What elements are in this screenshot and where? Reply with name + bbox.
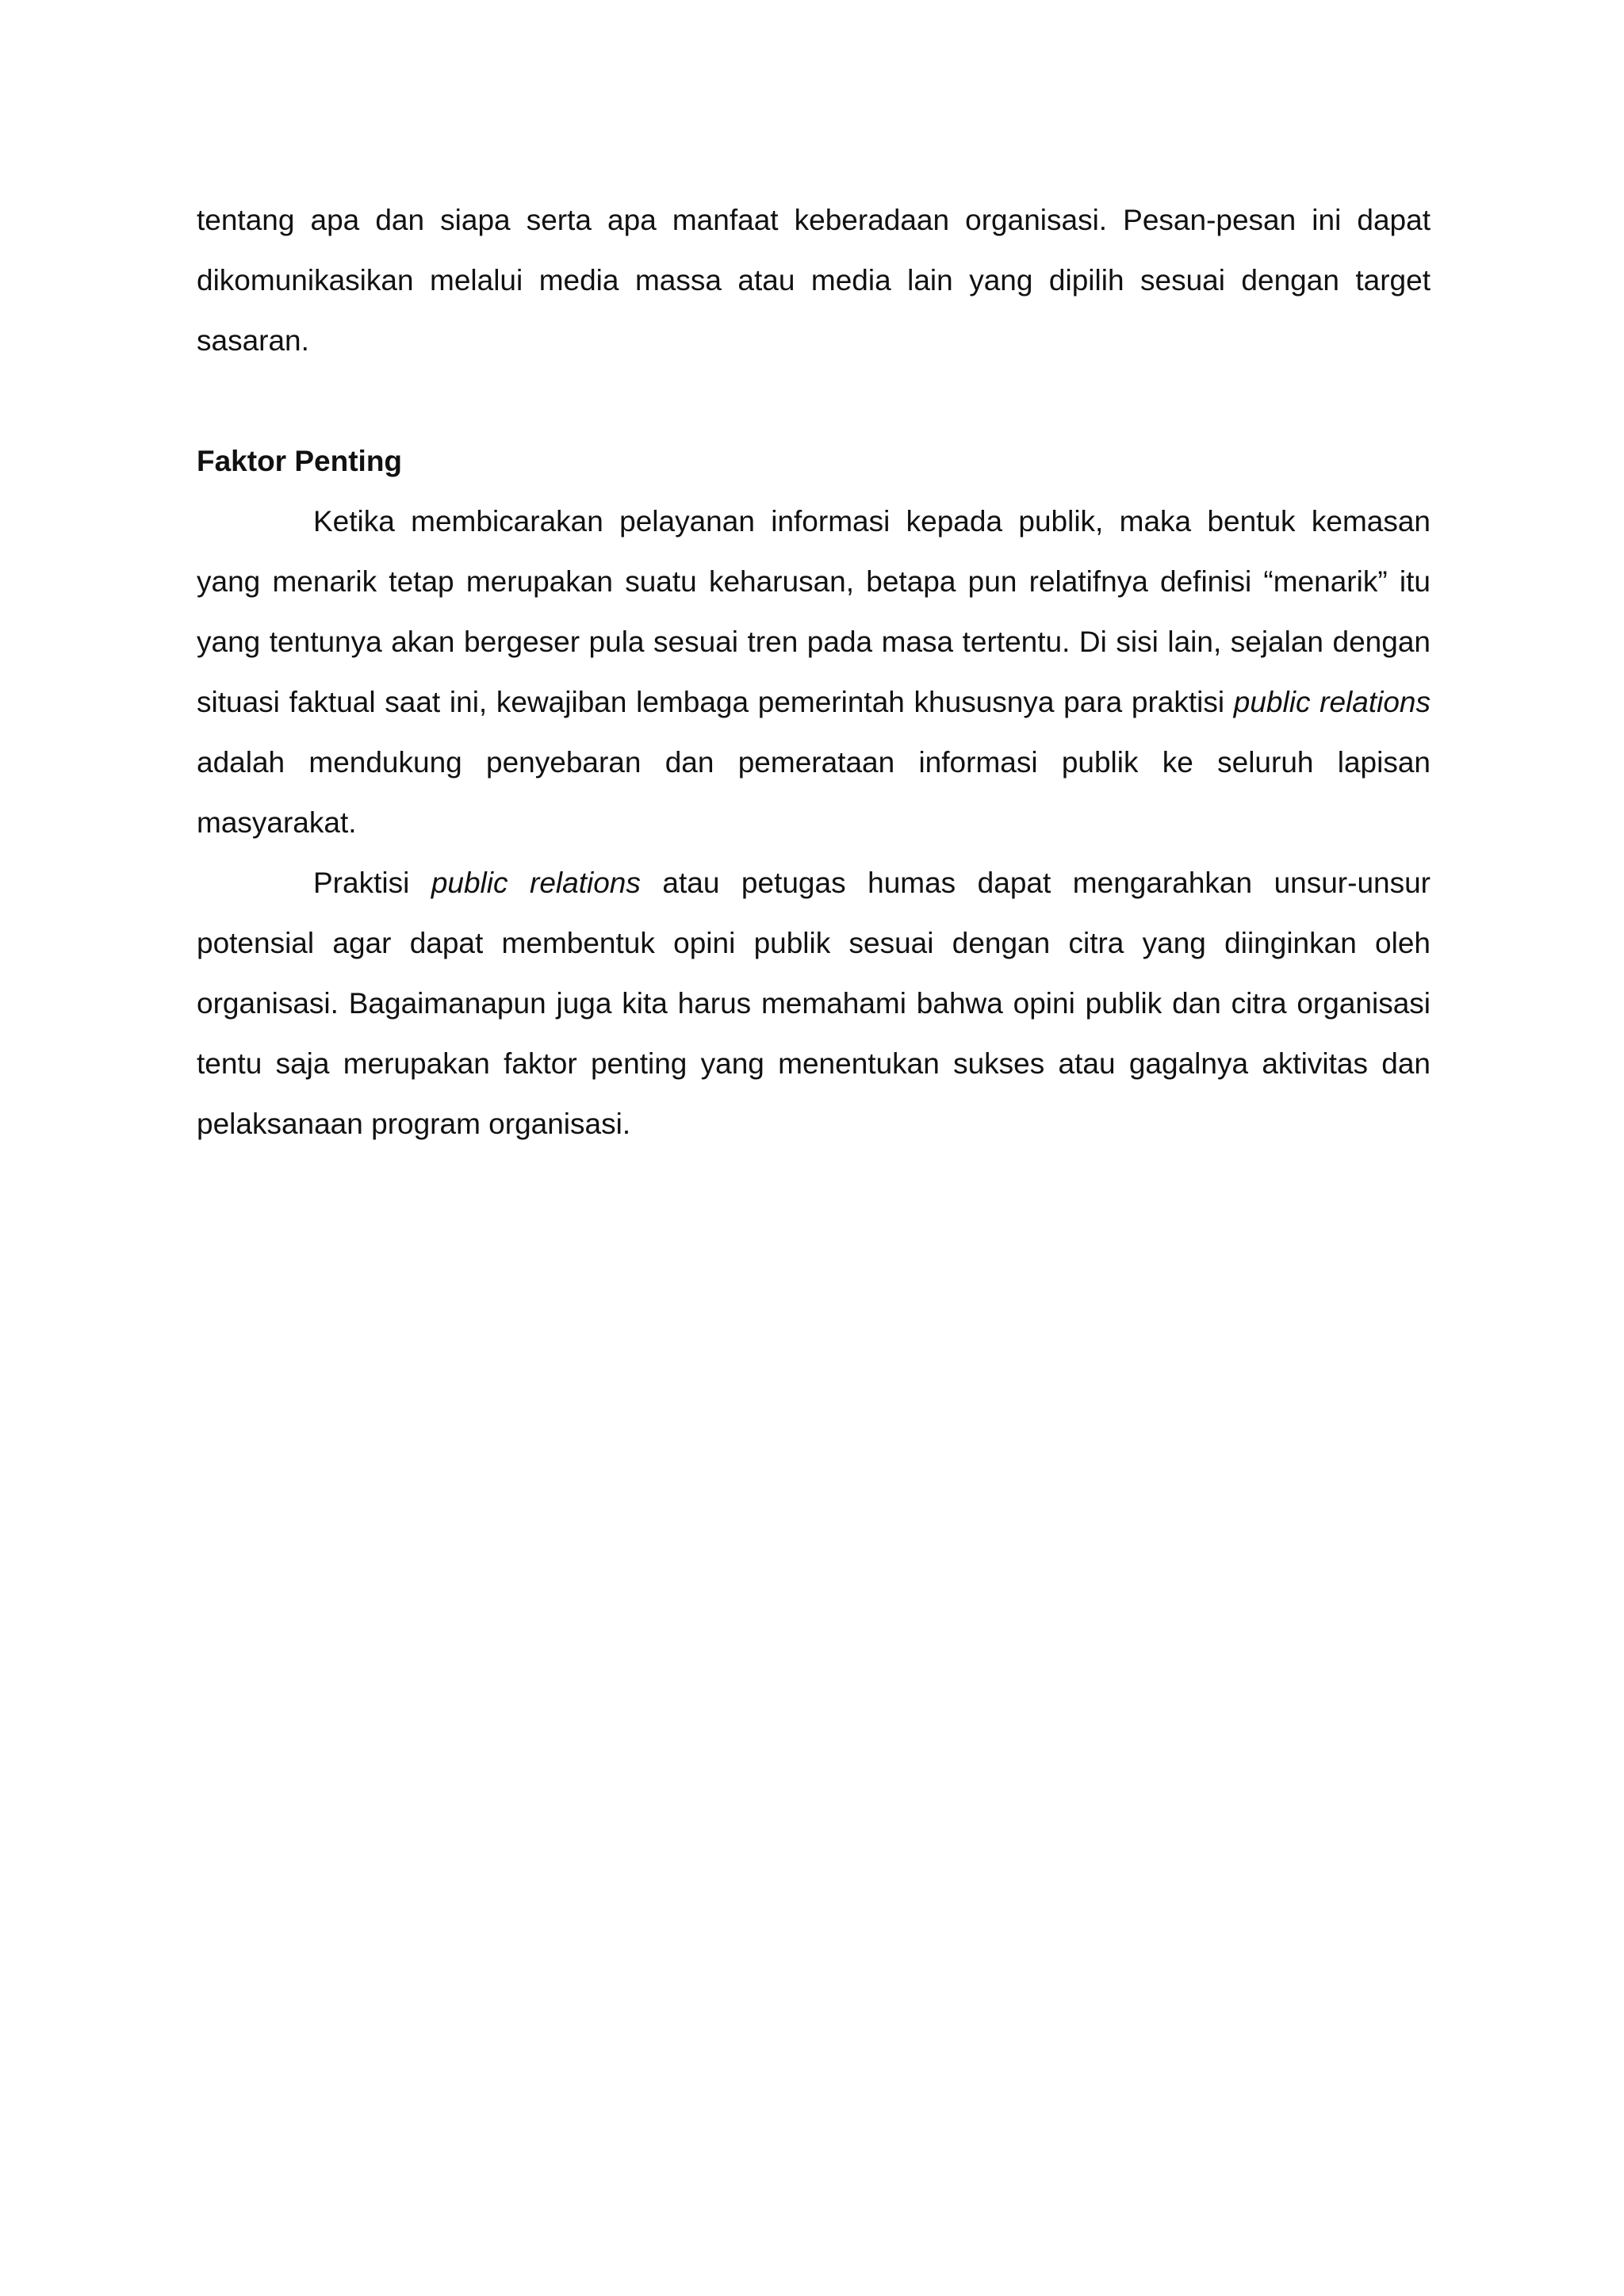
paragraph-1-text-b: adalah mendukung penyebaran dan pemerataan informasi publik ke seluruh lapisan masyarakat.	[197, 746, 1431, 839]
paragraph-2-text-a: Praktisi	[313, 867, 431, 899]
intro-paragraph: tentang apa dan siapa serta apa manfaat keberadaan organisasi. Pesan-pesan ini dapat dikomunikasikan melalui media massa atau media lain yang dipilih sesuai dengan target sasaran.	[197, 204, 1431, 357]
section-heading: Faktor Penting	[197, 445, 403, 477]
paragraph-gap	[197, 371, 1431, 431]
paragraph-2-italic-term: public relations	[431, 867, 641, 899]
paragraph-1-text-a: Ketika membicarakan pelayanan informasi kepada publik, maka bentuk kemasan yang menarik tetap merupakan suatu keharusan, betapa pun relatifnya definisi “menarik” itu yang tentunya akan bergeser pula sesuai tren pada masa tertentu. Di sisi lain, sejalan dengan situasi faktual saat ini, kewajiban lembaga pemerintah khususnya para praktisi	[197, 505, 1431, 718]
body-paragraph-1	[197, 492, 1431, 853]
document-body	[197, 190, 1431, 1154]
paragraph-1-italic-term: public relations	[1233, 686, 1431, 718]
body-paragraph-2	[197, 853, 1431, 1154]
paragraph-2-text-b: atau petugas humas dapat mengarahkan unsur-unsur potensial agar dapat membentuk opini publik sesuai dengan citra yang diinginkan oleh organisasi. Bagaimanapun juga kita harus memahami bahwa opini publik dan citra organisasi tentu saja merupakan faktor penting yang menentukan sukses atau gagalnya aktivitas dan pelaksanaan program organisasi.	[197, 867, 1431, 1140]
